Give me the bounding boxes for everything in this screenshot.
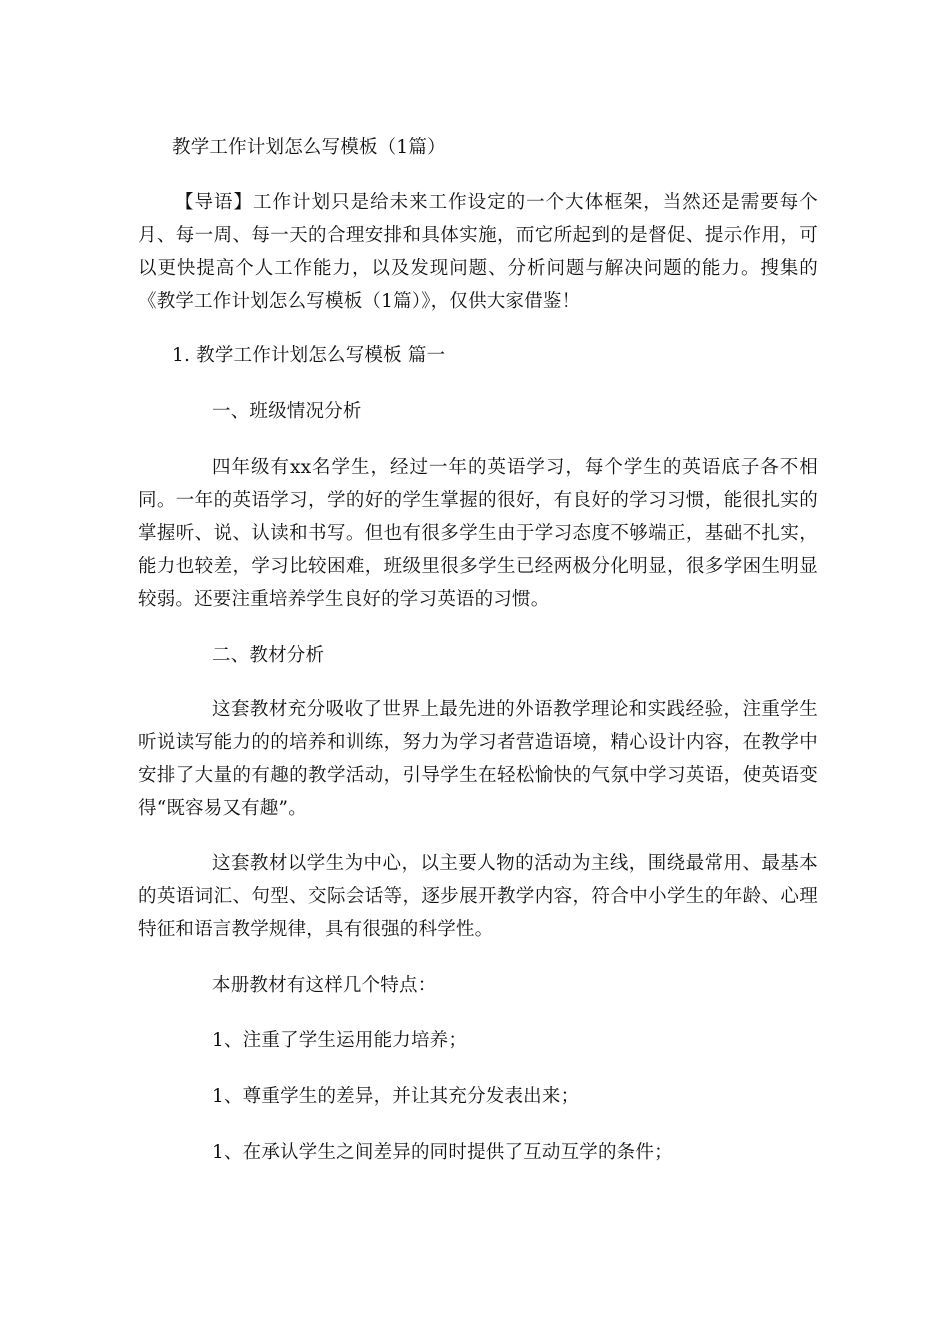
document-title: 教学工作计划怎么写模板（1篇） bbox=[172, 137, 446, 158]
intro-paragraph: 【导语】工作计划只是给未来工作设定的一个大体框架，当然还是需要每个月、每一周、每一天的合理安排和具体实施，而它所起到的是督促、提示作用，可以更快提高个人工作能力，以及发现问题、分析问题与解决问题的能力。搜集的《教学工作计划怎么写模板（1篇）》，仅供大家借鉴！ bbox=[138, 192, 818, 312]
features-intro: 本册教材有这样几个特点： bbox=[212, 975, 437, 996]
feature-item-2: 1、尊重学生的差异，并让其充分发表出来； bbox=[212, 1086, 580, 1107]
part2-paragraph-2: 这套教材以学生为中心，以主要人物的活动为主线，围绕最常用、最基本的英语词汇、句型、交际会话等，逐步展开教学内容，符合中小学生的年龄、心理特征和语言教学规律，具有很强的科学性。 bbox=[138, 853, 818, 940]
part1-paragraph: 四年级有xx名学生，经过一年的英语学习，每个学生的英语底子各不相同。一年的英语学习，学的好的学生掌握的很好，有良好的学习习惯，能很扎实的掌握听、说、认读和书写。但也有很多学生由于学习态度不够端正，基础不扎实，能力也较差，学习比较困难，班级里很多学生已经两极分化明显，很多学困生明显较弱。还要注重培养学生良好的学习英语的习惯。 bbox=[138, 457, 818, 610]
section-heading: 1. 教学工作计划怎么写模板 篇一 bbox=[172, 345, 446, 366]
part2-paragraph-1: 这套教材充分吸收了世界上最先进的外语教学理论和实践经验，注重学生听说读写能力的的培养和训练，努力为学习者营造语境，精心设计内容，在教学中安排了大量的有趣的教学活动，引导学生在轻松愉快的气氛中学习英语，使英语变得“既容易又有趣”。 bbox=[138, 699, 818, 819]
part1-heading: 一、班级情况分析 bbox=[212, 401, 362, 422]
feature-item-3: 1、在承认学生之间差异的同时提供了互动互学的条件； bbox=[212, 1142, 673, 1163]
feature-item-1: 1、注重了学生运用能力培养； bbox=[212, 1030, 468, 1051]
part2-heading: 二、教材分析 bbox=[212, 645, 325, 666]
